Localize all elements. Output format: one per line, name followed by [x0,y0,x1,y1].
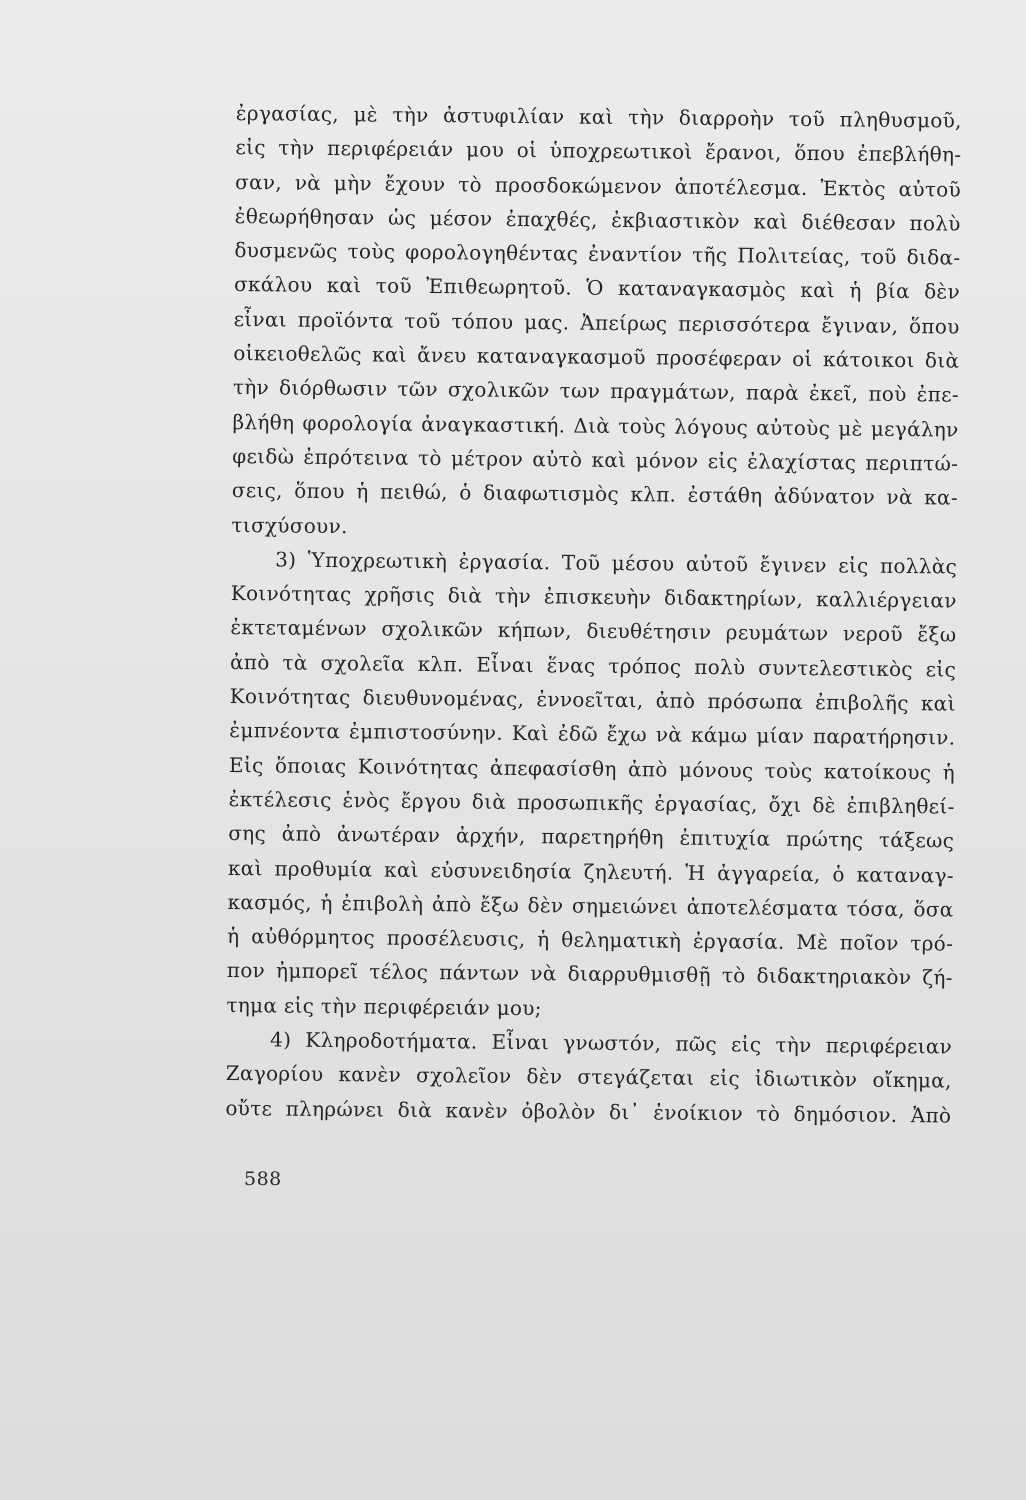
text-line: εἶναι προϊόντα τοῦ τόπου μας. Ἀπείρως περισσότερα ἔγιναν, ὅπου [233,306,960,339]
text-line: 4) Κληροδοτήματα. Εἶναι γνωστόν, πῶς εἰς τὴν περιφέρειαν [269,1027,953,1059]
text-line: τὴν διόρθωσιν τῶν σχολικῶν των πραγμάτων, παρὰ ἐκεῖ, ποὺ ἐπε- [232,375,960,407]
text-line: ἐμπνέοντα ἐμπιστοσύνην. Καὶ ἐδῶ ἔχω νὰ κάμω μίαν παρατήρησιν. [229,718,956,750]
text-line: σκάλου καὶ τοῦ Ἐπιθεωρητοῦ. Ὁ καταναγκασμὸς καὶ ἡ βία δὲν [233,272,961,305]
text-line: πον ἠμπορεῖ τέλος πάντων νὰ διαρρυθμισθῇ τὸ διδακτηριακὸν ζή- [226,958,953,990]
text-line: δυσμενῶς τοὺς φορολογηθέντας ἐναντίον τῆς Πολιτείας, τοῦ διδα- [234,238,961,270]
text-line: ἐργασίας, μὲ τὴν ἀστυφιλίαν καὶ τὴν διαρροὴν τοῦ πληθυσμοῦ, [235,100,962,133]
text-line: σης ἀπὸ ἀνωτέραν ἀρχήν, παρετηρήθη ἐπιτυχία πρώτης τάξεως [228,821,955,853]
text-line: Κοινότητας διευθυνομένας, ἐννοεῖται, ἀπὸ πρόσωπα ἐπιβολῆς καὶ [229,684,956,716]
text-line: ἐκτεταμένων σχολικῶν κήπων, διευθέτησιν ρευμάτων νεροῦ ἔξω [230,615,957,648]
text-line: τισχύσουν. [231,512,348,538]
text-line: 3) Ὑποχρεωτικὴ ἐργασία. Τοῦ μέσου αὐτοῦ ἔγινεν εἰς πολλὰς [275,547,958,579]
text-line: Εἰς ὅποιας Κοινότητας ἀπεφασίσθη ἀπὸ μόνους τοὺς κατοίκους ἡ [228,752,956,785]
text-line: Κοινότητας χρῆσις διὰ τὴν ἐπισκευὴν διδακτηρίων, καλλιέργειαν [230,581,957,613]
text-line: σαν, νὰ μὴν ἔχουν τὸ προσδοκώμενον ἀποτέλεσμα. Ἐκτὸς αὐτοῦ [234,169,962,202]
text-line: ἡ αὐθόρμητος προσέλευσις, ἡ θεληματικὴ ἐργασία. Μὲ ποῖον τρό- [227,924,954,956]
text-line: ἐθεωρήθησαν ὡς μέσον ἐπαχθές, ἐκβιαστικὸν καὶ διέθεσαν πολὺ [234,203,961,236]
text-line: εἰς τὴν περιφέρειάν μου οἱ ὑποχρεωτικοὶ ἔρανοι, ὅπου ἐπεβλήθη- [235,135,962,167]
text-line: τημα εἰς τὴν περιφέρειάν μου; [226,992,542,1020]
text-line: Ζαγορίου κανὲν σχολεῖον δὲν στεγάζεται εἰς ἰδιωτικὸν οἴκημα, [225,1061,952,1093]
text-line: ἐκτέλεσις ἑνὸς ἔργου διὰ προσωπικῆς ἐργασίας, ὄχι δὲ ἐπιβληθεί- [228,786,955,819]
text-line: φειδὼ ἐπρότεινα τὸ μέτρον αὐτὸ καὶ μόνον εἰς ἐλαχίστας περιπτώ- [232,443,959,476]
text-line: βλήθη φορολογία ἀναγκαστική. Διὰ τοὺς λόγους αὐτοὺς μὲ μεγάλην [232,409,959,442]
text-line: οἰκειοθελῶς καὶ ἄνευ καταναγκασμοῦ προσέφεραν οἱ κάτοικοι διὰ [233,341,960,373]
text-line: κασμός, ἡ ἐπιβολὴ ἀπὸ ἔξω δὲν σημειώνει ἀποτελέσματα τόσα, ὅσα [227,889,954,922]
text-line: ἀπὸ τὰ σχολεῖα κλπ. Εἶναι ἕνας τρόπος πολὺ συντελεστικὸς εἰς [229,649,957,682]
text-line: οὔτε πληρώνει διὰ κανὲν ὀβολὸν δι᾽ ἐνοίκιον τὸ δημόσιον. Ἀπὸ [225,1095,952,1128]
body-text [225,96,962,1132]
text-line: καὶ προθυμία καὶ εὐσυνειδησία ζηλευτή. Ἡ ἀγγαρεία, ὁ καταναγ- [227,855,955,888]
text-line: σεις, ὅπου ἡ πειθώ, ὁ διαφωτισμὸς κλπ. ἐστάθη ἀδύνατον νὰ κα- [231,478,958,510]
page-number: 588 [244,1168,282,1190]
